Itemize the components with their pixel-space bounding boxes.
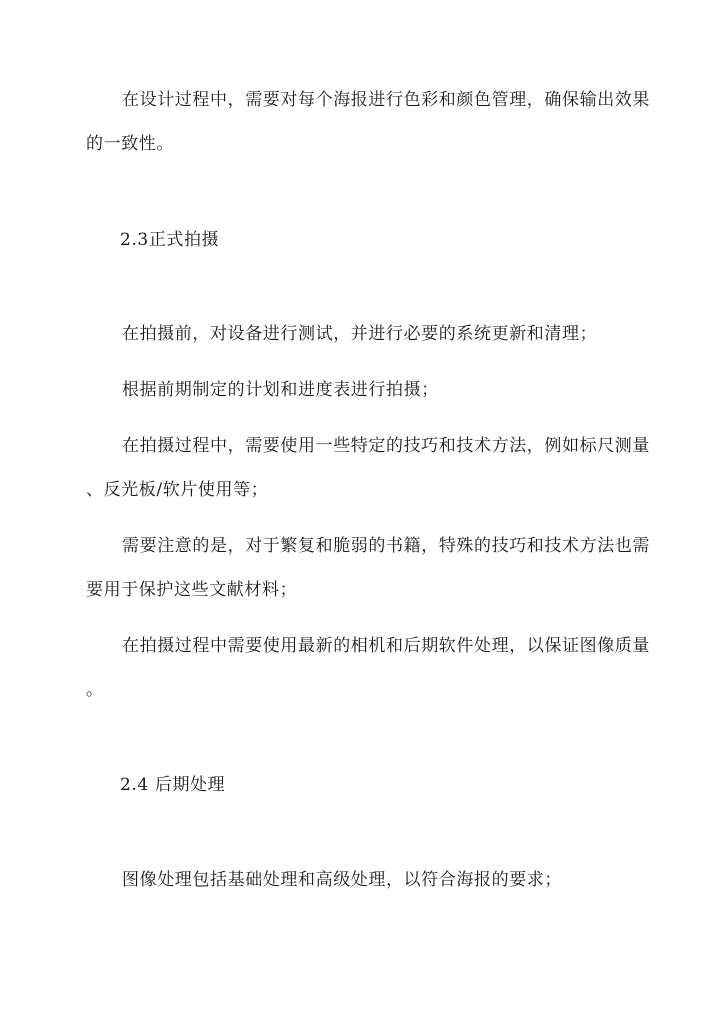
paragraph-line: 在拍摄过程中需要使用最新的相机和后期软件处理，以保证图像质量	[122, 636, 650, 656]
paragraph-line: 在设计过程中，需要对每个海报进行色彩和颜色管理，确保输出效果	[122, 90, 650, 110]
paragraph-line: 图像处理包括基础处理和高级处理，以符合海报的要求；	[122, 870, 562, 890]
paragraph-line: 。	[86, 680, 104, 700]
paragraph-line: 的一致性。	[86, 134, 174, 154]
paragraph-line: 在拍摄前，对设备进行测试，并进行必要的系统更新和清理；	[122, 324, 598, 344]
section-heading-2-3: 2.3正式拍摄	[120, 230, 220, 250]
paragraph-line: 要用于保护这些文献材料；	[86, 580, 298, 600]
paragraph-line: 根据前期制定的计划和进度表进行拍摄；	[122, 380, 439, 400]
paragraph-line: 需要注意的是，对于繁复和脆弱的书籍，特殊的技巧和技术方法也需	[122, 536, 650, 556]
paragraph-line: 、反光板/软片使用等；	[86, 480, 269, 500]
section-heading-2-4: 2.4 后期处理	[120, 775, 226, 795]
paragraph-line: 在拍摄过程中，需要使用一些特定的技巧和技术方法，例如标尺测量	[122, 436, 650, 456]
